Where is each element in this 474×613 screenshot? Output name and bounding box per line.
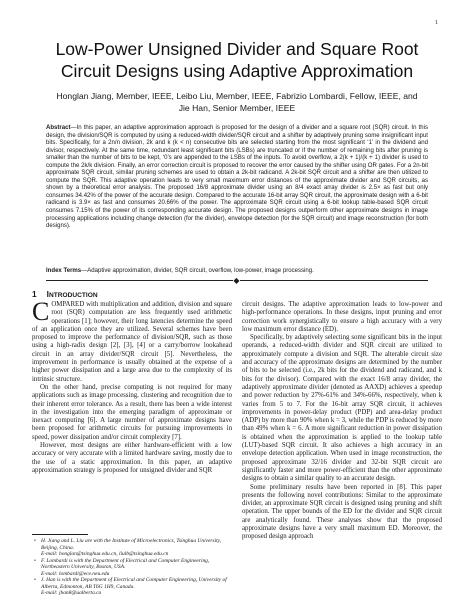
page-number: 1: [435, 20, 438, 26]
footnote-rule: [32, 534, 88, 535]
footnote-1-email: E-mail: honglan@tsinghua.edu.cn, liulb@tsinghua.edu.cn: [41, 551, 169, 557]
lead-smallcaps: OMPARED: [51, 301, 85, 308]
footnote-3-email: E-mail: jhan8@ualberta.ca: [41, 590, 102, 596]
footnote-2: • F. Lombardi is with the Department of Electrical and Computer Engineering, Northeastern University, Boston, USA. E-mail: lombardi@ece.neu.edu: [34, 557, 210, 577]
paper-title: [24, 38, 450, 82]
right-column: [242, 301, 442, 542]
title-line-2: Circuit Designs using Adaptive Approximation: [60, 61, 414, 81]
footnote-3-affiliation: J. Han is with the Department of Electrical and Computer Engineering, University of Alberta, Edmonton, AB T6G 1H9, Canada.: [41, 577, 227, 590]
right-paragraph-2: Specifically, by adaptively selecting some significant bits in the input operands, a reduced-width divider and SQR circuit are utilized to approximately compute a division and SQR. The alterable circuit size and accuracy of the approximate designs are determined by the number of bits to be selected (i.e., 2k bits for the dividend and radicand, and k bits for the divisor). Compared with the exact 16/8 array divider, the adaptively approximate divider (denoted as AAXD) achieves a speedup and power reduction by 27%-61% and 34%-66%, respectively, when k varies from 5 to 7. For the 16-bit array SQR circuit, it achieves improvements in power-delay product (PDP) and area-delay product (ADP) by more than 90% when k = 3, while the PDP is reduced by more than 49% when k = 6. A more significant reduction in power dissipation is obtained when the approximation is applied to the lookup table (LUT)-based SQR circuit. It also achieves a high accuracy in an envelope detection application. When used in image reconstruction, the proposed approximate 32/16 divider and 32-bit SQR circuit are significantly faster and more power-efficient than the other approximate designs to obtain a similar quality to an accurate design.: [242, 334, 442, 483]
title-line-1: Low-Power Unsigned Divider and Square Root: [55, 39, 419, 59]
left-column: [32, 297, 232, 475]
left-paragraph-3: However, most designs are either hardware-efficient with a low accuracy or very accurate with a limited hardware saving, mostly due to the use of a static approximation. In this paper, an adaptive approximation strategy is proposed for unsigned divider and SQR: [32, 442, 232, 474]
index-terms-text: —Adaptive approximation, divider, SQR circuit, overflow, low-power, image processing.: [81, 268, 314, 274]
left-paragraph-1-text: with multiplication and addition, division and square root (SQR) computation are less frequently used arithmetic operations [1]; however, their long latencies determine the speed of an application once they are utilized. Several schemes have been proposed to improve the performance of division/SQR, such as those using a high-radix design [2], [3], [4] or a carry/borrow lookahead circuit in an array divider/SQR circuit [5]. Nevertheless, the improvement in performance is usually obtained at the expense of a higher power dissipation and a large area due to the complexity of its intrinsic structure.: [32, 301, 232, 383]
index-terms-label: Index Terms: [46, 268, 82, 274]
footnote-1-affiliation: H. Jiang and L. Liu are with the Institute of Microelectronics, Tsinghua University, Beijing, China.: [41, 538, 222, 551]
abstract-label: Abstract: [46, 125, 71, 131]
authors-line-1: Honglan Jiang, Member, IEEE, Leibo Liu, Member, IEEE, Fabrizio Lombardi, Fellow, IEEE, and: [56, 91, 418, 101]
authors-line-2: Jie Han, Senior Member, IEEE: [178, 102, 296, 113]
footnote-2-affiliation: F. Lombardi is with the Department of Electrical and Computer Engineering, Northeastern University, Boston, USA.: [41, 557, 210, 570]
left-paragraph-2: On the other hand, precise computing is not required for many applications such as image processing, clustering and recognition due to their inherent error tolerance. As a result, there has been a wide interest in the investigation into the emerging paradigm of approximate or inexact computing [6]. A large number of approximate designs have been proposed for arithmetic circuits for pursuing improvements in speed, power dissipation and/or circuit complexity [7].: [32, 383, 232, 441]
footnote-1: • H. Jiang and L. Liu are with the Institute of Microelectronics, Tsinghua University, Beijing, China. E-mail: honglan@tsinghua.edu.cn, liulb@tsinghua.edu.cn: [34, 538, 222, 557]
right-paragraph-1: circuit designs. The adaptive approximation leads to low-power and high-performance operations. In these designs, input pruning and error correction work synergistically to ensure a high accuracy with a very low maximum error distance (ED).: [242, 301, 442, 333]
author-list: [40, 91, 434, 114]
right-paragraph-3: Some preliminary results have been reported in [8]. This paper presents the following novel contributions: Similar to the approximate divider, an approximate SQR circuit is designed using pruning and shift operation. The upper bounds of the ED for the divider and SQR circuit are analytically found. These analyses show that the proposed approximate designs have a very small maximum ED. Moreover, the proposed design approach: [242, 483, 442, 541]
drop-cap: C: [32, 297, 50, 326]
footnotes: [32, 538, 232, 597]
abstract-text: —In this paper, an adaptive approximation approach is proposed for the design of a divider and a square root (SQR) circuit. In this design, the division/SQR is computed by using a reduced-width divider/SQR circuit and a shifter by adaptively pruning some insignificant input bits. Specifically, for a 2n/n division, 2k and k (k < n) consecutive bits are selected starting from the most significant ‘1’ in the dividend and divisor, respectively. At the same time, redundant least significant bits (LSBs) are truncated or if the number of remaining bits after pruning is smaller than the number of bits to be kept, ‘0’s are appended to the LSBs of the inputs. To avoid overflow, a 2(k + 1)/(k + 1) divider is used to compute the 2k/k division. Finally, an error correction circuit is proposed to recover the error caused by the shifter using OR gates. For a 2n-bit approximate SQR circuit, similar pruning schemes are used to obtain a 2k-bit radicand. A 2k-bit SQR circuit and a shifter are then utilized to compute the SQR. This adaptive operation leads to very small maximum error distances of the approximate divider and SQR circuits, as shown by a theoretical error analysis. The proposed 16/8 approximate divider using an 8/4 exact array divider is 2.5× as fast but only consumes 34.42% of the power of the accurate design. Compared to the accurate 16-bit array SQR circuit, the approximate design with a 6-bit radicand is 3.9× as fast and consumes 20.66% of the power. The approximate SQR circuit using a 6-bit lookup table-based SQR circuit consumes 7.15% of the power of its corresponding accurate design. The proposed designs outperform other approximate designs in image processing applications including change detection (for the divider), envelope detection (for the SQR circuit) and image reconstruction (for both designs).: [46, 125, 428, 230]
section-title-initial: I: [46, 289, 49, 299]
diamond-icon: ◆: [233, 276, 240, 285]
section-number: 1: [32, 289, 37, 299]
left-paragraph-1: [32, 297, 232, 384]
abstract: [46, 125, 428, 231]
section-title-rest: NTRODUCTION: [48, 292, 98, 299]
footnote-2-email: E-mail: lombardi@ece.neu.edu: [41, 570, 110, 577]
index-terms: [46, 268, 428, 276]
footnote-3: • J. Han is with the Department of Electrical and Computer Engineering, University of Alberta, Edmonton, AB T6G 1H9, Canada. E-mail: jhan8@ualberta.ca: [34, 577, 227, 596]
